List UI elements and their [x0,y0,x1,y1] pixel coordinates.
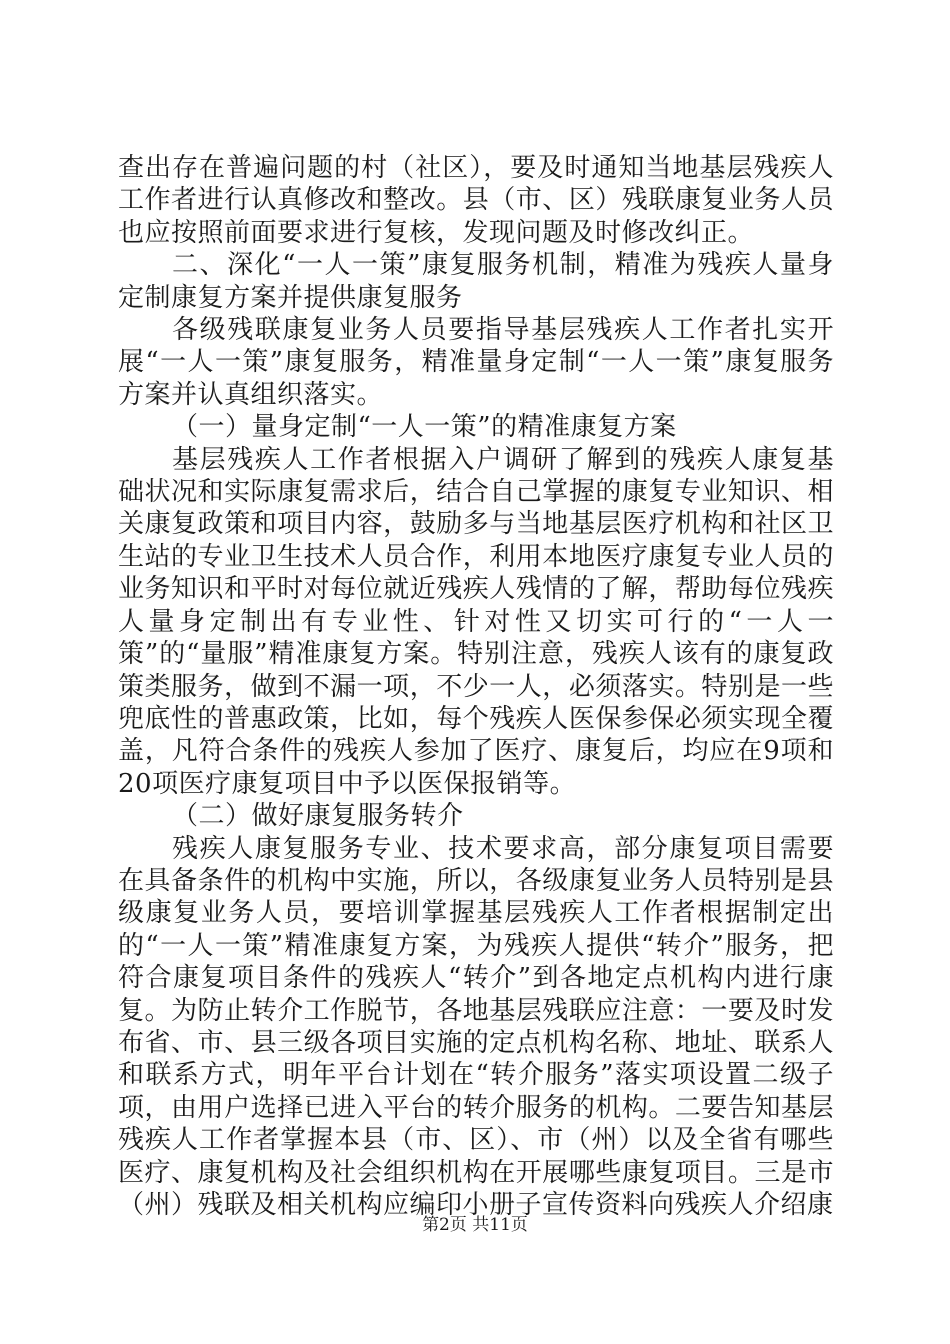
subsection-heading-2: （二）做好康复服务转介 [172,801,464,832]
page-number-footer: 第2页 共11页 [422,1215,528,1235]
paragraph-continuation: 查出存在普遍问题的村（社区），要及时通知当地基层残疾人工作者进行认真修改和整改。县（市、区）残联康复业务人员也应按照前面要求进行复核，发现问题及时修改纠正。 [118,153,834,248]
paragraph-intro: 各级残联康复业务人员要指导基层残疾人工作者扎实开展“一人一策”康复服务，精准量身定制“一人一策”康复服务方案并认真组织落实。 [118,315,834,410]
paragraph-referral: 残疾人康复服务专业、技术要求高，部分康复项目需要在具备条件的机构中实施，所以，各级康复业务人员特别是县级康复业务人员，要培训掌握基层残疾人工作者根据制定出的“一人一策”精准康复方案，为残疾人提供“转介”服务，把符合康复项目条件的残疾人“转介”到各地定点机构内进行康复。为防止转介工作脱节，各地基层残联应注意：一要及时发布省、市、县三级各项目实施的定点机构名称、地址、联系人和联系方式，明年平台计划在“转介服务”落实项设置二级子项，由用户选择已进入平台的转介服务的机构。二要告知基层残疾人工作者掌握本县（市、区）、市（州）以及全省有哪些医疗、康复机构及社会组织机构在开展哪些康复项目。三是市（州）残联及相关机构应编印小册子宣传资料向残疾人介绍康 [118,833,834,1220]
section-heading-2: 二、深化“一人一策”康复服务机制，精准为残疾人量身定制康复方案并提供康复服务 [118,250,834,313]
document-body [118,152,834,1221]
paragraph-rehab-plan: 基层残疾人工作者根据入户调研了解到的残疾人康复基础状况和实际康复需求后，结合自己掌握的康复专业知识、相关康复政策和项目内容，鼓励多与当地基层医疗机构和社区卫生站的专业卫生技术人员合作，利用本地医疗康复专业人员的业务知识和平时对每位就近残疾人残情的了解，帮助每位残疾人量身定制出有专业性、针对性又切实可行的“一人一策”的“量服”精准康复方案。特别注意，残疾人该有的康复政策类服务，做到不漏一项，不少一人，必须落实。特别是一些兜底性的普惠政策，比如，每个残疾人医保参保必须实现全覆盖，凡符合条件的残疾人参加了医疗、康复后，均应在9项和20项医疗康复项目中予以医保报销等。 [118,444,834,799]
subsection-heading-1: （一）量身定制“一人一策”的精准康复方案 [172,412,677,443]
